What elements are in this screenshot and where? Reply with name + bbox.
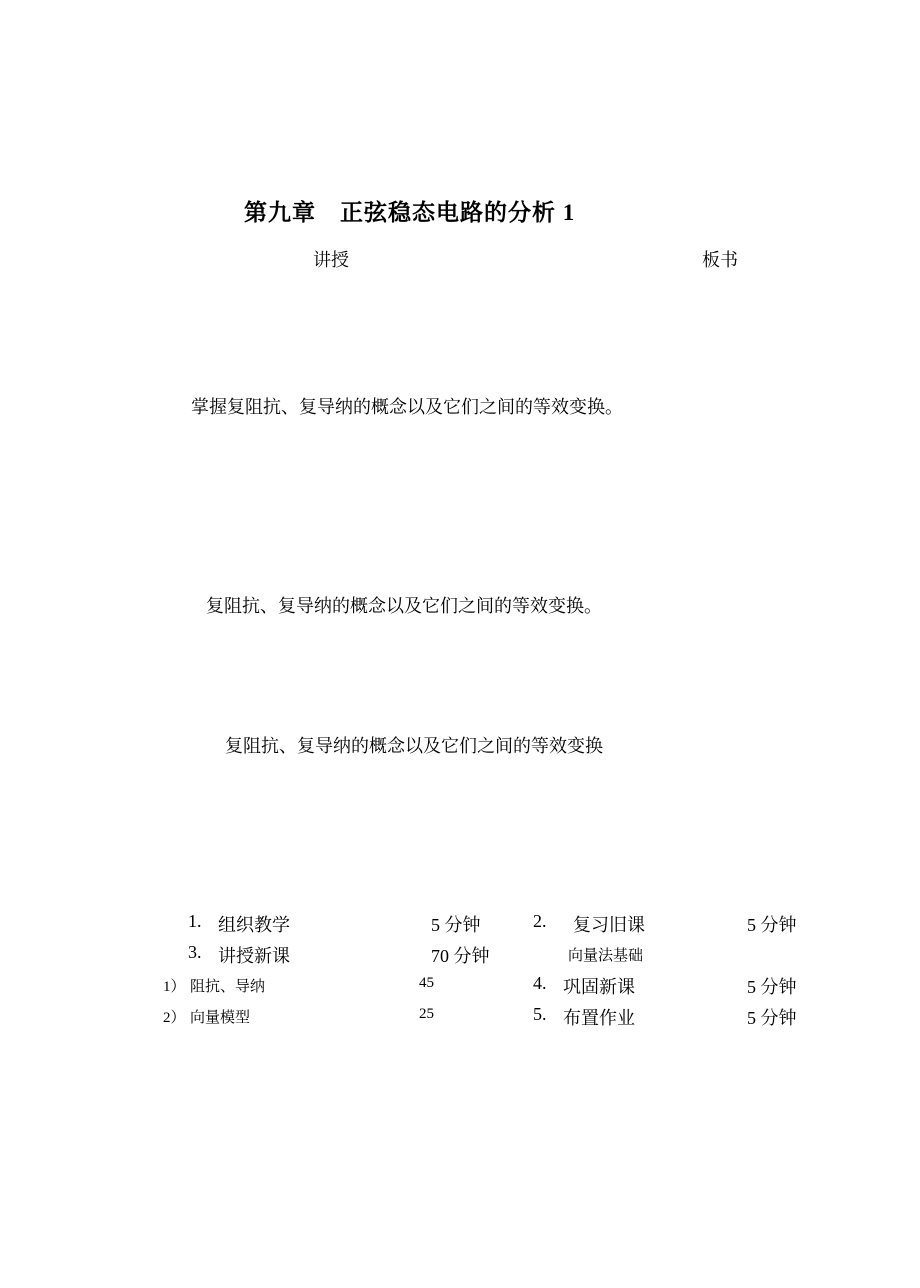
schedule-item-1-time: 5 分钟 [431, 915, 481, 935]
schedule-item-3-label: 讲授新课 [218, 946, 290, 966]
schedule-item-3-time: 70 分钟 [431, 946, 490, 966]
column-header-blackboard: 板书 [702, 250, 738, 270]
schedule-item-5-time: 5 分钟 [747, 1008, 797, 1028]
schedule-item-1-num: 1. [188, 911, 202, 931]
schedule-item-2-note: 向量法基础 [568, 948, 644, 964]
schedule-subitem-1-time: 45 [419, 975, 434, 991]
column-header-lecture: 讲授 [313, 250, 349, 270]
schedule-item-4-label: 巩固新课 [563, 977, 635, 997]
schedule-item-5-label: 布置作业 [563, 1008, 635, 1028]
schedule-item-2-label: 复习旧课 [573, 915, 645, 935]
schedule-subitem-1-num: 1） [163, 979, 186, 995]
schedule-subitem-1-label: 阻抗、导纳 [190, 979, 266, 995]
schedule-item-2-time: 5 分钟 [747, 915, 797, 935]
schedule-subitem-2-num: 2） [163, 1010, 186, 1026]
chapter-subject: 正弦稳态电路的分析 1 [340, 200, 576, 225]
schedule-item-3-num: 3. [188, 942, 202, 962]
chapter-label: 第九章 [244, 200, 316, 225]
difficult-points: 复阻抗、复导纳的概念以及它们之间的等效变换 [225, 736, 603, 756]
key-points: 复阻抗、复导纳的概念以及它们之间的等效变换。 [206, 596, 602, 616]
schedule-subitem-2-label: 向量模型 [190, 1010, 251, 1026]
schedule-item-4-num: 4. [533, 973, 547, 993]
page-title [244, 194, 575, 227]
schedule-item-1-label: 组织教学 [218, 915, 290, 935]
schedule-item-4-time: 5 分钟 [747, 977, 797, 997]
schedule-item-5-num: 5. [533, 1004, 547, 1024]
teaching-objective: 掌握复阻抗、复导纳的概念以及它们之间的等效变换。 [191, 397, 623, 417]
schedule-subitem-2-time: 25 [419, 1006, 434, 1022]
schedule-item-2-num: 2. [533, 911, 547, 931]
